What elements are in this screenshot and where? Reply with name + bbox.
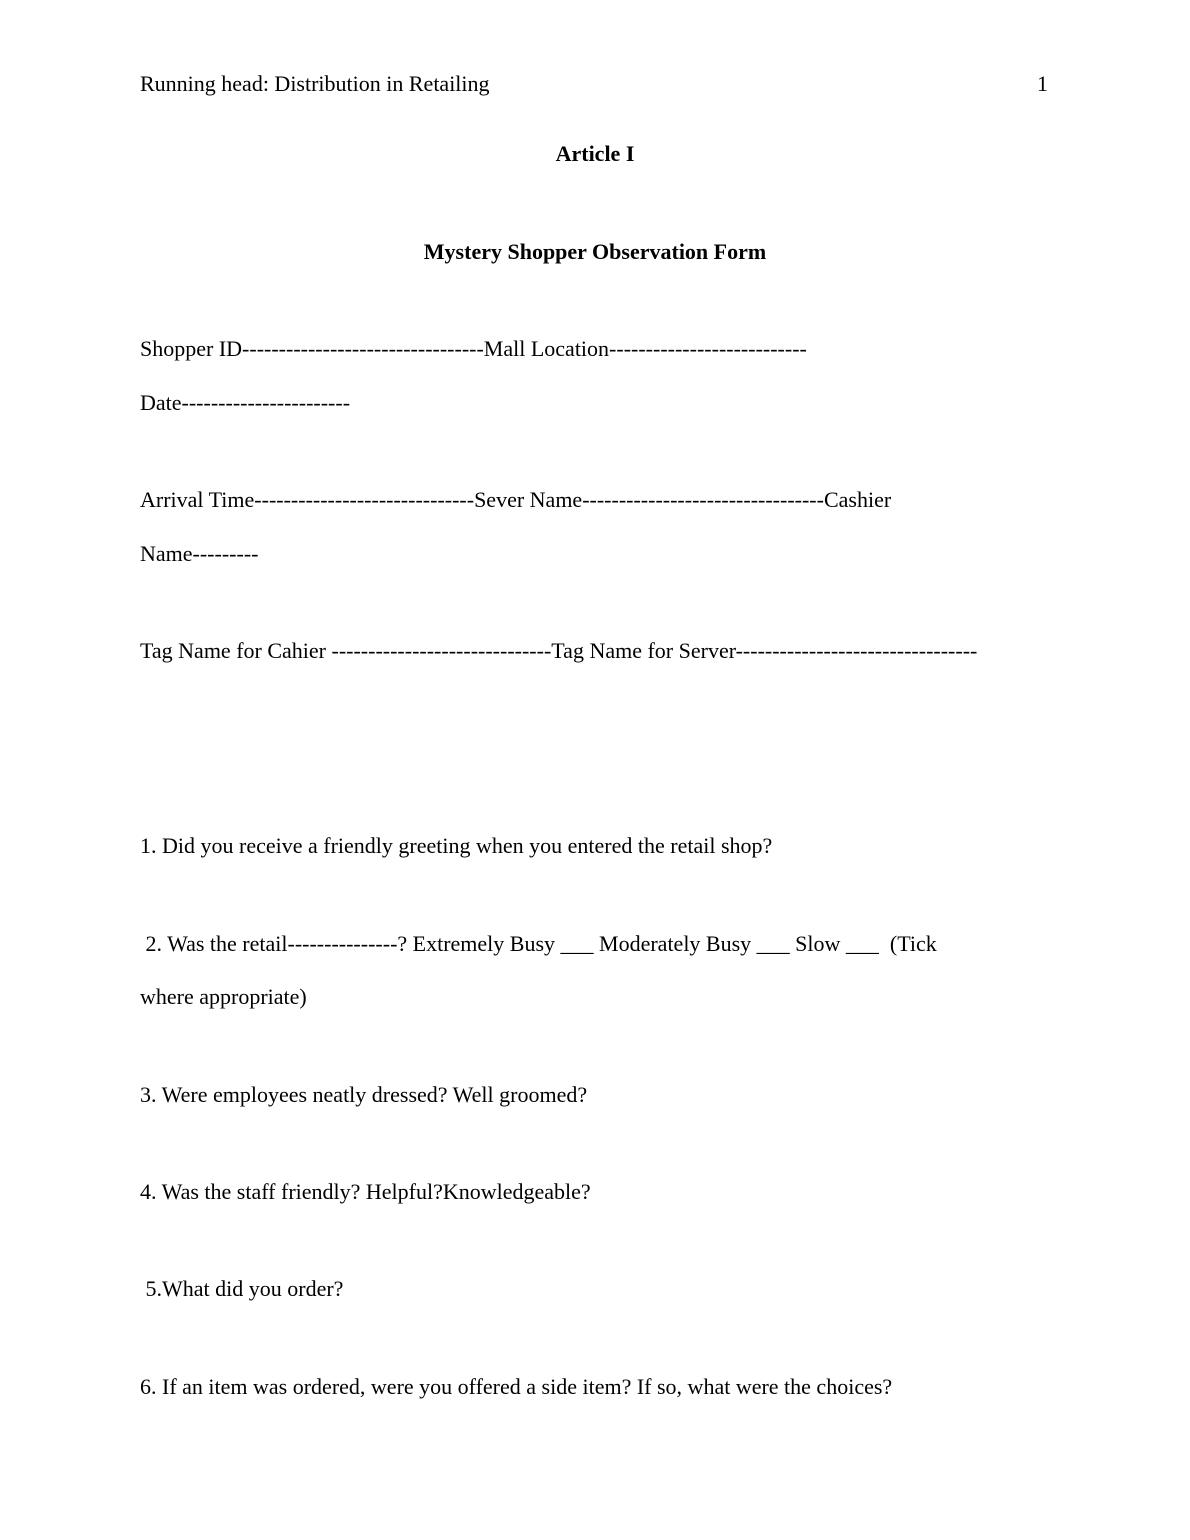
arrival-server-cashier-field: Arrival Time------------------------------Sever Name---------------------------------Cashier bbox=[140, 487, 892, 512]
question-5: 5.What did you order? bbox=[140, 1276, 344, 1301]
question-6: 6. If an item was ordered, were you offered a side item? If so, what were the choices? bbox=[140, 1374, 893, 1399]
page-number: 1 bbox=[1037, 71, 1048, 96]
question-3: 3. Were employees neatly dressed? Well groomed? bbox=[140, 1082, 588, 1107]
cashier-name-field: Name--------- bbox=[140, 541, 259, 566]
date-field: Date----------------------- bbox=[140, 390, 351, 415]
shopper-id-mall-location-field: Shopper ID---------------------------------Mall Location--------------------------- bbox=[140, 336, 807, 361]
question-2: 2. Was the retail---------------? Extremely Busy ___ Moderately Busy ___ Slow ___ (Tick bbox=[140, 931, 937, 956]
question-2-continued: where appropriate) bbox=[140, 984, 307, 1009]
question-1: 1. Did you receive a friendly greeting when you entered the retail shop? bbox=[140, 833, 773, 858]
running-head: Running head: Distribution in Retailing bbox=[140, 71, 490, 96]
article-title: Article I bbox=[555, 141, 635, 166]
tag-name-field: Tag Name for Cahier ------------------------------Tag Name for Server--------------------------------- bbox=[140, 638, 978, 663]
question-4: 4. Was the staff friendly? Helpful?Knowledgeable? bbox=[140, 1179, 591, 1204]
form-title: Mystery Shopper Observation Form bbox=[423, 239, 767, 264]
